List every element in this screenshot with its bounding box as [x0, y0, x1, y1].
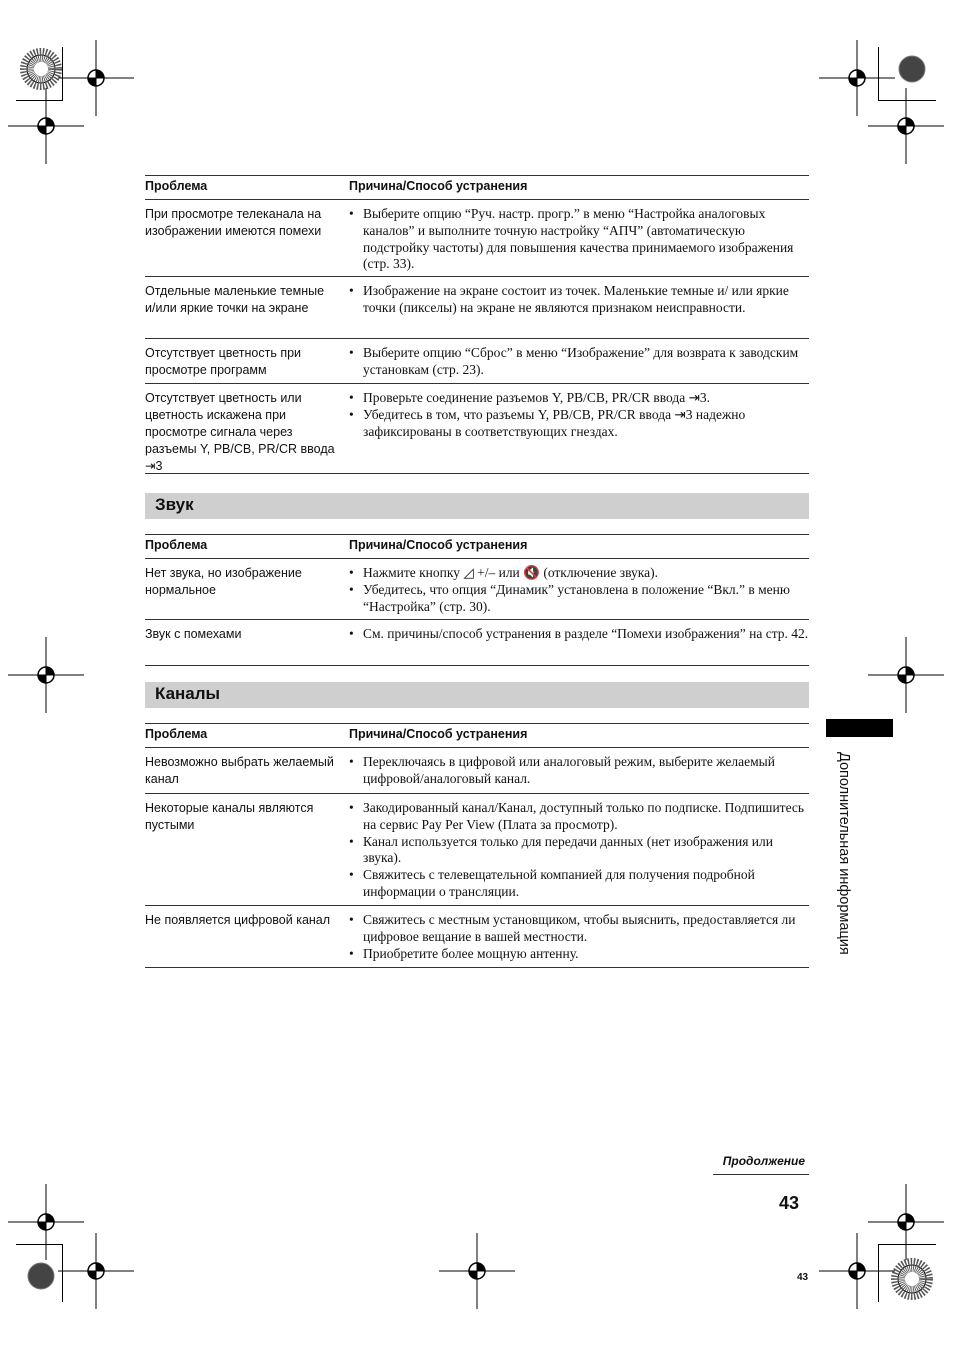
column-header-problem: Проблема	[145, 727, 208, 741]
cause-item: • Выберите опцию “Сброс” в меню “Изображение” для возврата к заводским установкам (стр. 23).	[349, 345, 809, 379]
cause-item: • Убедитесь в том, что разъемы Y, PB/CB, PR/CR ввода ⇥3 надежно зафиксированы в соответствующих гнездах.	[349, 407, 809, 441]
cause-item: • Убедитесь, что опция “Динамик” установлена в положение “Вкл.” в меню “Настройка” (стр. 30).	[349, 582, 809, 616]
section-tab-marker	[826, 719, 893, 737]
cause-item: • Свяжитесь с местным установщиком, чтобы выяснить, предоставляется ли цифровое вещание в вашей местности.	[349, 912, 809, 946]
divider	[713, 1174, 809, 1175]
table-row	[145, 277, 809, 339]
cause-item: • Изображение на экране состоит из точек. Маленькие темные и/ или яркие точки (пикселы) на экране не являются признаком неисправности.	[349, 283, 809, 317]
continued-label: Продолжение	[722, 1154, 805, 1168]
problem-text: Отсутствует цветность при просмотре программ	[145, 346, 302, 377]
side-section-label	[834, 752, 854, 1022]
cause-item: • Закодированный канал/Канал, доступный только по подписке. Подпишитесь на сервис Pay Per View (Плата за просмотр).	[349, 800, 809, 834]
section-header-channels	[145, 682, 809, 708]
table-row	[145, 906, 809, 968]
page-number-small: 43	[797, 1272, 809, 1283]
problem-text: При просмотре телеканала на изображении имеются помехи	[145, 207, 322, 238]
table-header	[145, 175, 809, 200]
page-number: 43	[779, 1193, 800, 1213]
table-row	[145, 794, 809, 906]
cause-item: • Нажмите кнопку ◿ +/– или 🔇 (отключение звука).	[349, 565, 809, 582]
table-header	[145, 723, 809, 748]
column-header-problem: Проблема	[145, 538, 208, 552]
problem-text: Звук с помехами	[145, 627, 242, 641]
problem-text: Невозможно выбрать желаемый канал	[145, 755, 334, 786]
column-header-cause: Причина/Способ устранения	[349, 727, 528, 741]
problem-text: Отсутствует цветность или цветность искажена при просмотре сигнала через разъемы Y, PB/CB, PR/CR ввода ⇥3	[145, 391, 335, 473]
table-row	[145, 559, 809, 620]
problem-text: Отдельные маленькие темные и/или яркие точки на экране	[145, 284, 325, 315]
section-title: Каналы	[155, 684, 221, 703]
table-row	[145, 200, 809, 277]
section-title: Звук	[155, 495, 194, 514]
sound-problems-table	[145, 534, 809, 666]
column-header-cause: Причина/Способ устранения	[349, 179, 528, 193]
problem-text: Не появляется цифровой канал	[145, 913, 331, 927]
side-label-text: Дополнительная информация	[836, 752, 852, 955]
problem-text: Некоторые каналы являются пустыми	[145, 801, 314, 832]
cause-item: • Переключаясь в цифровой или аналоговый режим, выберите желаемый цифровой/аналоговый канал.	[349, 754, 809, 788]
table-row	[145, 339, 809, 384]
column-header-problem: Проблема	[145, 179, 208, 193]
cause-item: • См. причины/способ устранения в разделе “Помехи изображения” на стр. 42.	[349, 626, 809, 643]
cause-item: • Проверьте соединение разъемов Y, PB/CB, PR/CR ввода ⇥3.	[349, 390, 809, 407]
table-row	[145, 620, 809, 666]
table-row	[145, 748, 809, 794]
cause-item: • Приобретите более мощную антенну.	[349, 946, 809, 963]
problem-text: Нет звука, но изображение нормальное	[145, 566, 302, 597]
table-header	[145, 534, 809, 559]
picture-problems-table	[145, 175, 809, 474]
cause-item: • Выберите опцию “Руч. настр. прогр.” в меню “Настройка аналоговых каналов” и выполните точную настройку “АПЧ” (автоматическую подстройку частоты) для повышения качества принимаемого изображения (стр. 33).	[349, 206, 809, 273]
column-header-cause: Причина/Способ устранения	[349, 538, 528, 552]
table-row	[145, 384, 809, 474]
cause-item: • Канал используется только для передачи данных (нет изображения или звука).	[349, 834, 809, 868]
cause-item: • Свяжитесь с телевещательной компанией для получения подробной информации о трансляции.	[349, 867, 809, 901]
channels-problems-table	[145, 723, 809, 968]
section-header-sound	[145, 493, 809, 519]
